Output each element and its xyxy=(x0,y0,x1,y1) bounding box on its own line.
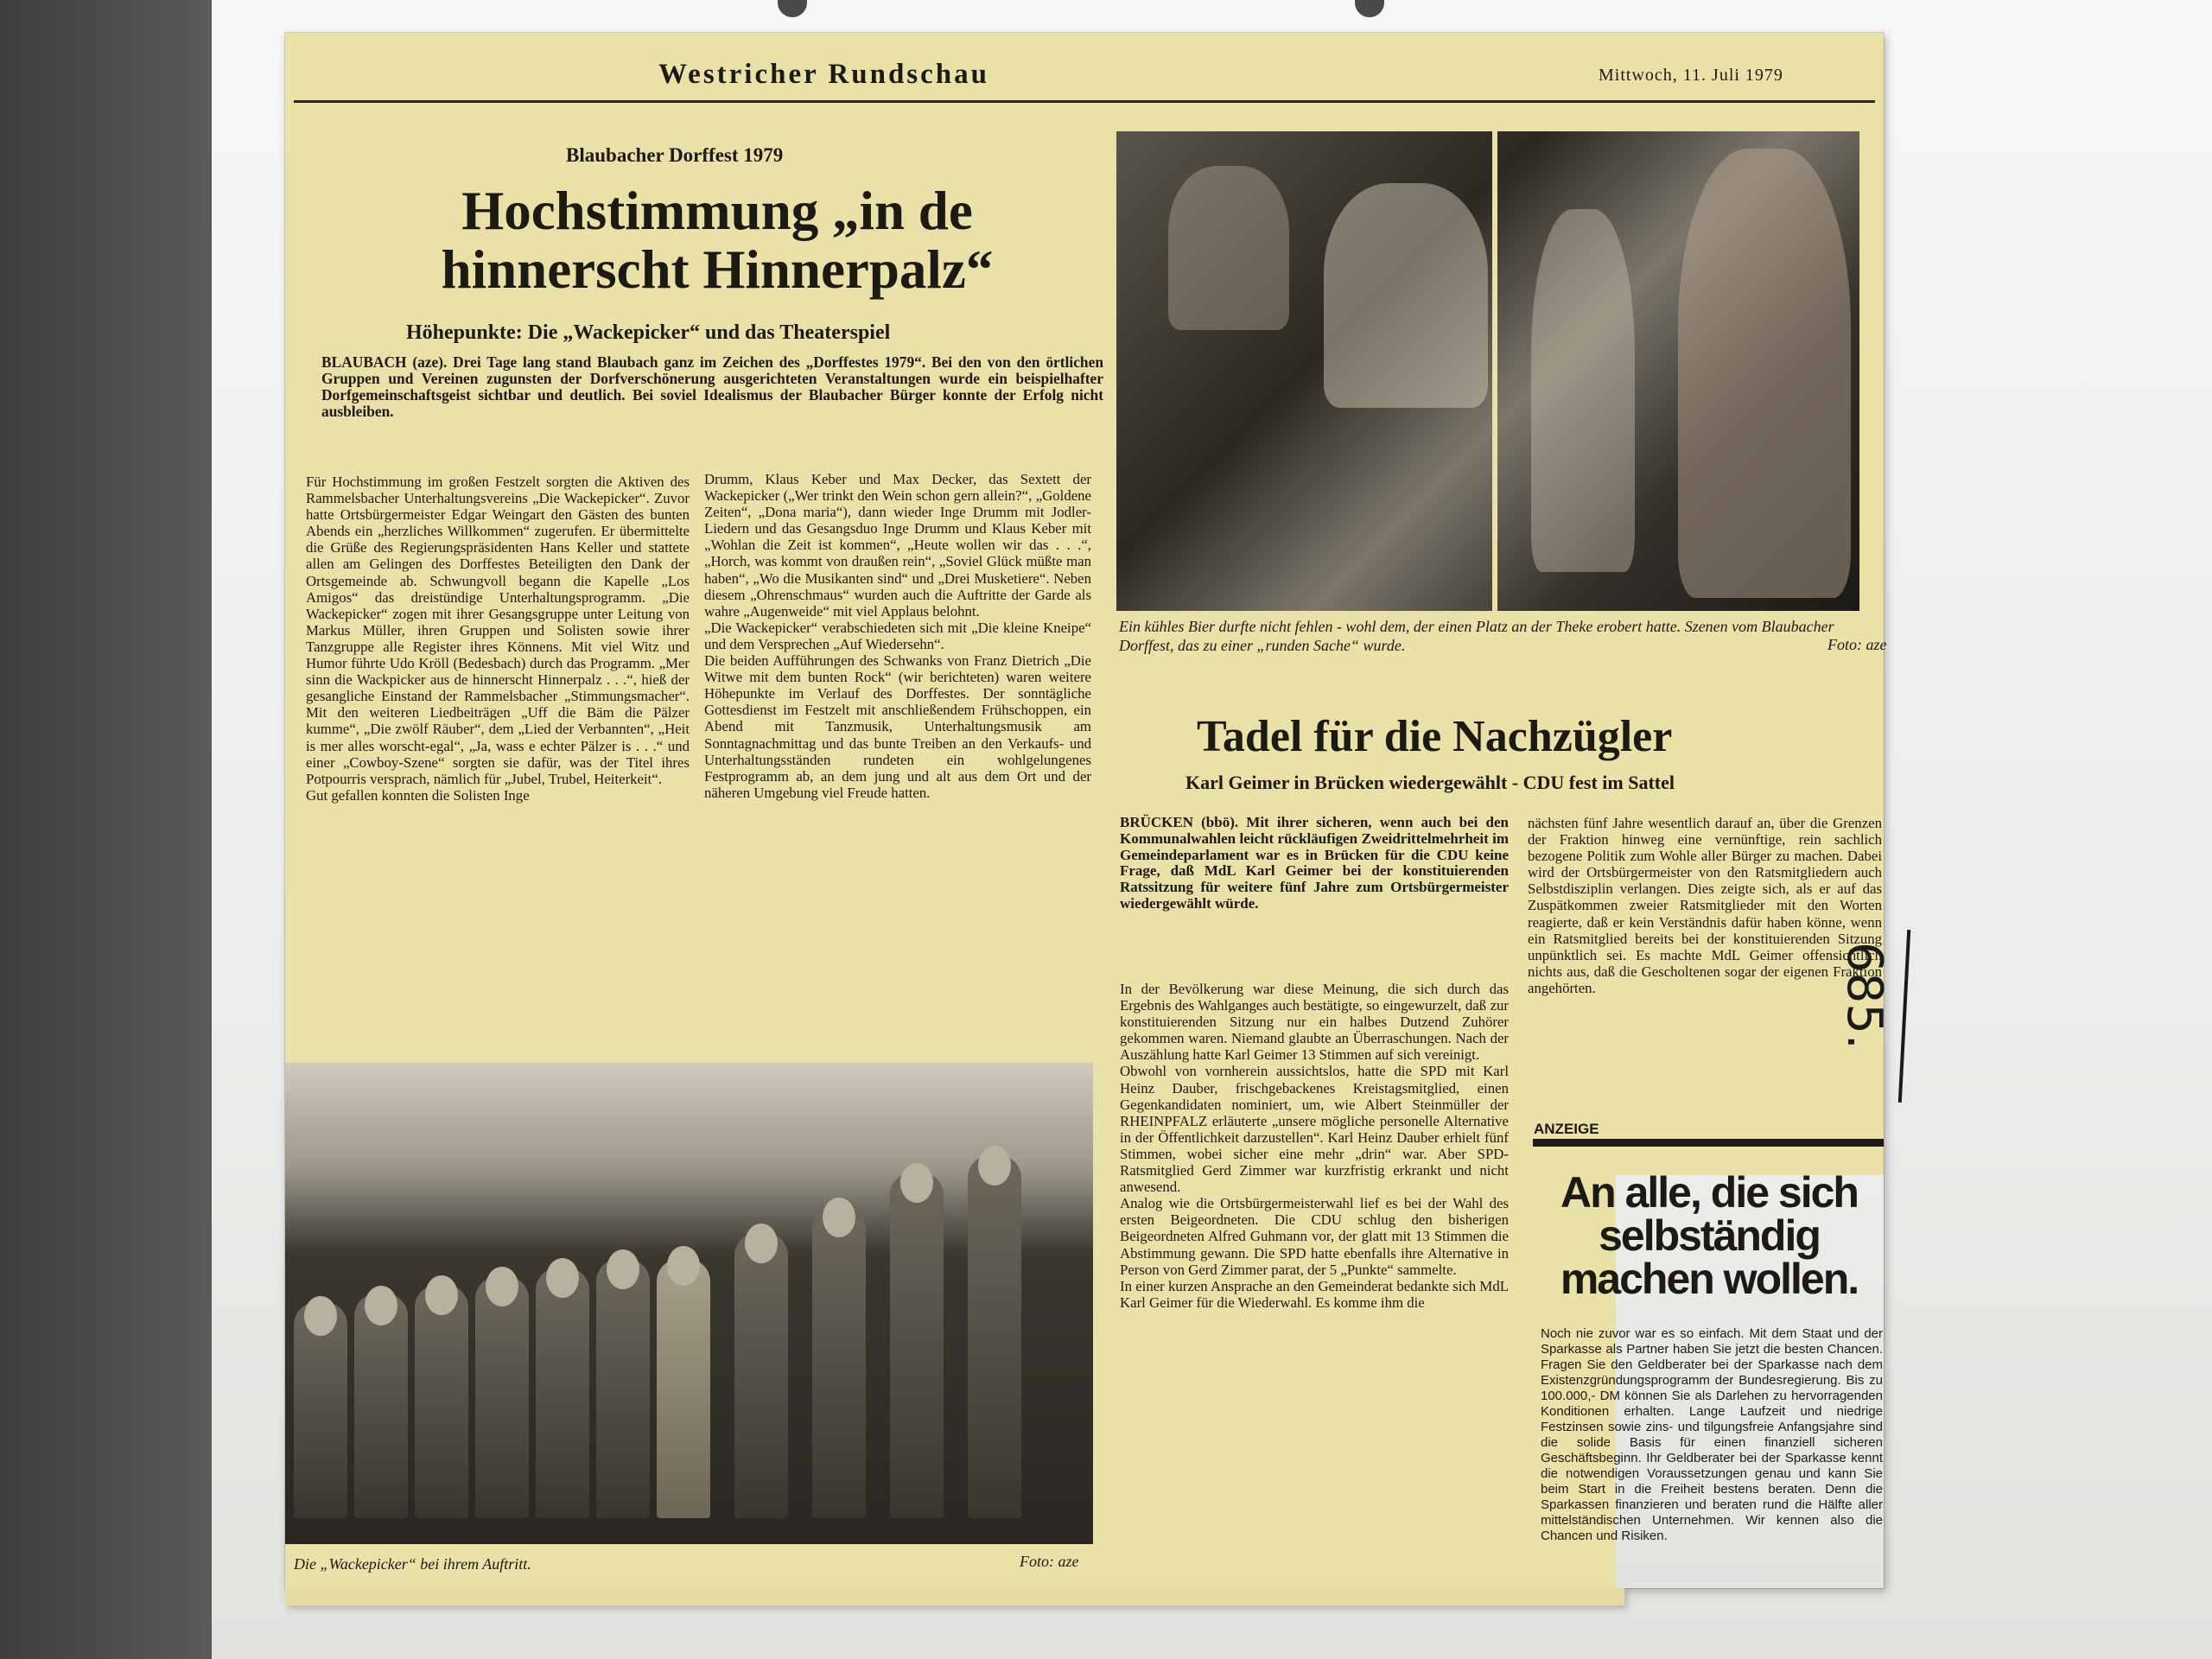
photo-top-credit: Foto: aze xyxy=(1827,636,1887,653)
article2-lead: BRÜCKEN (bbö). Mit ihrer sicheren, wenn auch bei den Kommunalwahlen leicht rückläufigen Zweidrittelmehrheit im Gemeindeparlament war es in Brücken für die CDU keine Frage, daß MdL Karl Geimer bei der konstituierenden Ratssitzung für weitere fünf Jahre zum Ortsbürgermeister wiedergewählt würde. xyxy=(1120,814,1509,912)
photo-top-caption: Ein kühles Bier durfte nicht fehlen - wohl dem, der einen Platz an der Theke erobert hatte. Szenen vom Blaubacher Dorffest, das zu einer „runden Sache“ wurde. xyxy=(1119,618,1834,654)
article1-column-2: Drumm, Klaus Keber und Max Decker, das Sextett der Wackepicker („Wer trinkt den Wein schon gern allein?“, „Goldene Zeiten“, „Dona maria“), dann wieder Inge Drumm mit Jodler-Liedern und das Gesangsduo Inge Drumm und Klaus Keber mit „Wohlan die Zeit ist kommen“, „Heute wollen wir das . . .“, „Horch, was kommt von draußen rein“, „Soviel Glück müßte man haben“, „Wo die Musikanten sind“ und „Drei Musketiere“. Neben diesem „Ohrenschmaus“ wurden auch die Auftritte der Garde als wahre „Augenweide“ mit viel Applaus belohnt. „Die Wackepicker“ verabschiedeten sich mit „Die kleine Kneipe“ und dem Versprechen „Auf Wiedersehn“. Die beiden Aufführungen des Schwanks von Franz Dietrich „Die Witwe mit dem bunten Rock“ (wir berichteten) waren weitere Höhepunkte im Verlauf des Dorffestes. Der sonntägliche Gottesdienst im Festzelt mit anschließendem Frühschoppen, ein Abend mit Tanzmusik, Unterhaltungsmusik am Sonntagnachmittag und das bunte Treiben an den Verkaufs- und Unterhaltungsständen rundeten ein wohlgelungenes Festprogramm ab, an dem jung und alt aus dem Ort und der näheren Umgebung viel Freude hatten. xyxy=(704,471,1091,801)
article1-headline: Hochstimmung „in de hinnerscht Hinnerpalz“ xyxy=(441,181,994,300)
article1-column-1: Für Hochstimmung im großen Festzelt sorgten die Aktiven des Rammelsbacher Unterhaltungsvereins „Die Wackepicker“. Zuvor hatte Ortsbürgermeister Edgar Weingart den Gästen des bunten Abends ein „herzliches Willkommen“ zugerufen. Er übermittelte die Grüße des Regierungspräsidenten Hans Keller und stattete allen am Gelingen des Dorffestes Beteiligten den Dank der Ortsgemeinde ab. Schwungvoll begann die Kapelle „Los Amigos“ das dreistündige Unterhaltungsprogramm. „Die Wackepicker“ zogen mit ihrer Gesangsgruppe unter Leitung von Markus Müller, ihren Gruppen und Solisten sowie ihrer Tanzgruppe alle Register ihres Könnens. Mit viel Witz und Humor führte Udo Kröll (Bedesbach) durch das Programm. „Mer sinn die Wackpicker aus de hinnerscht Hinnerpalz . . .“, hieß der gesangliche Einstand der Rammelsbacher „Stimmungsmacher“. Mit den weiteren Liedbeiträgen „Uff die Bäm die Pälzer kumme“, „Die zwölf Räuber“, dem „Lied der Verbannten“, „Heit is mer alles worscht-egal“, „Ja, wass e echter Pälzer is . . .“ und einer „Cowboy-Szene“ sorgten sie dafür, was der Titel ihres Potpourris versprach, nämlich für „Jubel, Trubel, Heiterkeit“. Gut gefallen konnten die Solisten Inge xyxy=(306,474,690,804)
ad-body: Noch nie zuvor war es so einfach. Mit dem Staat und der Sparkasse als Partner haben Sie jetzt die besten Chancen. Fragen Sie den Geldberater bei der Sparkasse nach dem Existenzgründungsprogramm der Bundesregierung. Bis zu 100.000,- DM können Sie als Darlehen zu hervorragenden Konditionen erhalten. Lange Laufzeit und niedrige Festzinsen sowie zins- und tilgungsfreie Anfangsjahre sind die solide Basis für einen finanziell sicheren Geschäftsbeginn. Ihr Geldberater bei der Sparkasse kennt die notwendigen Voraussetzungen genau und kann Sie beim Start in die Freiheit bestens beraten. Denn die Sparkassen finanzieren und beraten rund die Hälfte aller mittelständischen Unternehmen. Wir kennen also die Chancen und Risiken. xyxy=(1541,1326,1883,1543)
article2-column-2: nächsten fünf Jahre wesentlich darauf an, über die Grenzen der Fraktion hinweg eine vernünftige, rein sachlich bezogene Politik zum Wohle aller Bürger zu machen. Dabei wird der Ortsbürgermeister von den Ratsmitgliedern auch Selbstdisziplin verlangen. Dies zeigte sich, als er auf das Zuspätkommen zweier Ratsmitglieder mit den Worten reagierte, daß er kein Verständnis dafür haben könne, wenn ein Ratsmitglied bereits bei der konstituierenden Sitzung unpünktlich sei. Es machte MdL Geimer offensichtlich nichts aus, daß die Gescholtenen sogar der eigenen Fraktion angehörten. xyxy=(1528,815,1882,996)
article1-lead: BLAUBACH (aze). Drei Tage lang stand Blaubach ganz im Zeichen des „Dorffestes 1979“. Bei den von den örtlichen Gruppen und Vereinen zugunsten der Dorfverschönerung ausgerichteten Veranstaltungen wurde ein beispielhafter Dorfgemeinschaftsgeist sichtbar und deutlich. Bei soviel Idealismus der Blaubacher Bürger konnte der Erfolg nicht ausbleiben. xyxy=(321,353,1103,420)
photo-bottom-credit: Foto: aze xyxy=(1020,1553,1079,1570)
article1-kicker: Blaubacher Dorffest 1979 xyxy=(566,144,784,166)
masthead-title: Westricher Rundschau xyxy=(658,59,990,90)
photo-beer-scene xyxy=(1116,131,1859,611)
ad-rule xyxy=(1533,1139,1884,1147)
photo-wackepicker-stage xyxy=(285,1063,1093,1544)
photo-bottom-caption: Die „Wackepicker“ bei ihrem Auftritt. xyxy=(294,1555,531,1573)
article2-subhead: Karl Geimer in Brücken wiedergewählt - CDU fest im Sattel xyxy=(1185,772,1675,793)
clipping-lower-strip xyxy=(285,1588,1624,1605)
handwritten-note: 685. xyxy=(1836,942,1892,1050)
ad-label: ANZEIGE xyxy=(1534,1121,1599,1137)
article1-subhead: Höhepunkte: Die „Wackepicker“ und das Theaterspiel xyxy=(406,321,891,344)
article2-headline: Tadel für die Nachzügler xyxy=(1197,712,1673,761)
masthead-rule xyxy=(294,100,1875,103)
ad-headline: An alle, die sich selbständig machen wollen. xyxy=(1560,1168,1859,1303)
background-left xyxy=(0,0,212,1659)
article2-column-1: In der Bevölkerung war diese Meinung, die sich durch das Ergebnis des Wahlganges auch bestätigte, so eingewurzelt, daß zur konstituierenden Sitzung nur ein halbes Dutzend Zuhörer gekommen waren. Niemand glaubte an Überraschungen. Nach der Auszählung hatte Karl Geimer 13 Stimmen auf sich vereinigt. Obwohl von vornherein aussichtslos, hatte die SPD mit Karl Heinz Dauber, frischgebackenes Kreistagsmitglied, einen Gegenkandidaten nominiert, um, wie Albert Steinmüller der RHEINPFALZ erläuterte „unsere mögliche personelle Alternative in der Öffentlichkeit darzustellen“. Karl Heinz Dauber erhielt fünf Stimmen, wobei sicher eine mehr „drin“ war. Aber SPD-Ratsmitglied Gerd Zimmer war kurzfristig erkrankt und nicht anwesend. Analog wie die Ortsbürgermeisterwahl lief es bei der Wahl des ersten Beigeordneten. Die CDU schlug den bisherigen Beigeordneten Alfred Guhmann vor, der glatt mit 13 Stimmen die Abstimmung gewann. Die SPD hatte ebenfalls ihre Alternative in Person von Gerd Zimmer parat, der 5 „Punkte“ sammelte. In einer kurzen Ansprache an den Gemeinderat bedankte sich MdL Karl Geimer für die Wiederwahl. Es komme ihm die xyxy=(1120,981,1509,1311)
masthead-date: Mittwoch, 11. Juli 1979 xyxy=(1599,66,1783,85)
